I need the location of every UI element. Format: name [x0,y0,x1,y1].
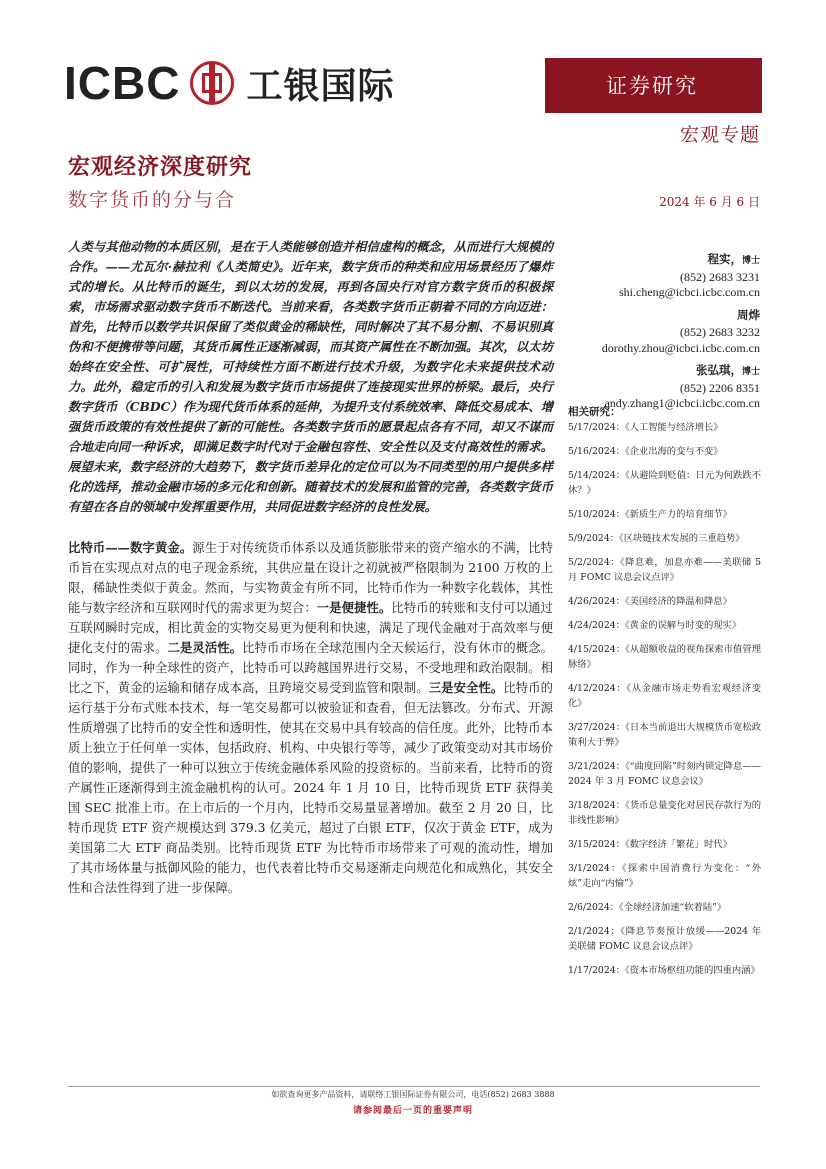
category-label: 证券研究 [606,74,698,98]
related-item[interactable]: 5/14/2024：《从避险到贬值：日元为何跌跌不休？》 [568,470,761,496]
related-item[interactable]: 5/16/2024：《企业出海的变与不变》 [568,446,723,457]
report-subtitle: 数字货币的分与合 [68,189,237,211]
section-heading: 比特币——数字黄金。 [68,540,193,555]
subcategory-label: 宏观专题 [679,124,760,146]
band-divider [545,112,762,113]
analyst-degree: 博士 [741,256,760,266]
analyst-card [560,252,760,301]
analyst-phone: (852) 2683 3232 [680,325,760,339]
related-item[interactable]: 3/27/2024：《日本当前退出大规模货币宽松政策利大于弊》 [568,722,761,748]
analyst-phone: (852) 2206 8351 [680,380,760,395]
analyst-phone: (852) 2683 3231 [680,269,760,284]
analyst-list [560,252,760,419]
related-item[interactable]: 5/17/2024：《人工智能与经济增长》 [568,422,723,433]
analyst-card [560,308,760,357]
section-text: 比特币的运行基于分布式账本技术，每一笔交易都可以被验证和查看，但无法篡改。分布式、开源性质增强了比特币的安全性和透明性，使其在交易中具有较高的信任度。此外，比特币本质上独立于任何单一实体，包括政府、机构、中央银行等等，减少了政策变动对其市场价值的影响，提供了一种可以独立于传统金融体系风险的投资标的。当前来看，比特币的资产属性正逐渐得到主流金融机构的认可。2024 年 1 月 10 日，比特币现货 ETF 获得美国 SEC 批准上市。在上市后的一个月内，比特币交易量显著增加。截至 2 月 20 日，比特币现货 ETF 资产规模达到 379.3 亿美元，超过了白银 ETF，仅次于黄金 ETF，成为美国第二大 ETF 商品类别。比特币现货 ETF 为比特币市场带来了可观的流动性，增加了其市场体量与抵御风险的能力，也代表着比特币交易逐渐走向规范化和成熟化，其安全性和合法性得到了进一步保障。 [68,681,553,895]
analyst-degree: 博士 [741,367,760,377]
related-item[interactable]: 3/18/2024：《货币总量变化对居民存款行为的非线性影响》 [568,800,761,826]
section-heading: 一是便捷性。 [316,600,392,615]
section-heading: 二是灵活性。 [167,640,243,655]
related-item[interactable]: 2/1/2024：《降息节奏预计放缓——2024 年美联储 FOMC 议息会议点评》 [568,926,761,952]
section-text: 源生于对传统货币体系以及通货膨胀带来的资产缩水的不满，比特币旨在实现点对点的电子现金系统，其供应量在设计之初就被严格限制为 2100 万枚的上限，稀缺性类似于黄金。然而，与实物黄金有所不同，比特币作为一种数字化载体，其性能与数字经济和互联网时代的需求更为契合： [68,541,553,615]
footer-divider [68,1086,760,1087]
related-item[interactable]: 4/15/2024：《从超额收益的视角探索市值管理脉络》 [568,644,761,670]
analyst-name: 张弘琪， [695,363,742,377]
related-item[interactable]: 1/17/2024：《资本市场枢纽功能的四重内涵》 [568,965,760,976]
analyst-email[interactable]: dorothy.zhou@icbci.icbc.com.cn [601,340,760,355]
footer-disclaimer: 请参阅最后一页的重要声明 [352,1106,473,1116]
analyst-name: 程实， [707,252,742,266]
logo-icbc-text: ICBC [64,57,181,109]
company-logo [64,58,394,108]
section-text: 比特币的转账和支付可以通过互联网瞬时完成，相比黄金的实物交易更为便利和快速，满足了现代金融对于高效率与便捷化支付的需求。 [68,601,553,655]
related-item[interactable]: 3/1/2024：《探索中国消费行为变化：“外炫”走向“内愉”》 [568,863,761,889]
related-item[interactable]: 4/24/2024：《黄金的误解与时变的现实》 [568,620,742,631]
related-item[interactable]: 5/10/2024：《新质生产力的培育细节》 [568,509,732,520]
abstract: 人类与其他动物的本质区别，是在于人类能够创造并相信虚构的概念，从而进行大规模的合作。——尤瓦尔·赫拉利《人类简史》。近年来，数字货币的种类和应用场景经历了爆炸式的增长。从比特币的诞生，到以太坊的发展，再到各国央行对官方数字货币的积极探索，市场需求驱动数字货币不断迭代。当前来看，各类数字货币正朝着不同的方向迈进：首先，比特币以数学共识保留了类似黄金的稀缺性，同时解决了其不易分割、不易识别真伪和不便携带等问题，其货币属性正逐渐减弱，而其资产属性在不断加强。其次，以太坊始终在安全性、可扩展性，可持续性方面不断进行技术升级，为数字化未来提供技术动力。此外，稳定币的引入和发展为数字货币市场提供了连接现实世界的桥梁。最后，央行数字货币（CBDC）作为现代货币体系的延伸，为提升支付系统效率、降低交易成本、增强货币政策的有效性提供了新的可能性。各类数字货币的愿景起点各有不同，却又不谋而合地走向同一种诉求，即满足数字时代对于金融包容性、安全性以及支付高效性的需求。展望未来，数字经济的大趋势下，数字货币差异化的定位可以为不同类型的用户提供多样化的选择，推动金融市场的多元化和创新。随着技术的发展和监管的完善，各类数字货币有望在各自的领域中发挥重要作用，共同促进数字经济的良性发展。 [68,239,553,514]
analyst-name: 周烨 [737,307,760,322]
report-title: 宏观经济深度研究 [68,154,253,180]
logo-cn-text: 工银国际 [246,65,395,107]
analyst-email[interactable]: andy.zhang1@icbci.icbc.com.cn [604,396,760,410]
related-item[interactable]: 3/21/2024：《“曲度回陷”时刻内锁定降息——2024 年 3 月 FOMC 议息会议》 [568,761,761,787]
body-paragraph [68,538,553,898]
related-research-list [568,420,761,987]
report-date: 2024 年 6 月 6 日 [659,195,760,209]
footer-contact: 如欲查询更多产品资料，请联络工银国际证券有限公司，电话(852) 2683 3888 [271,1090,555,1099]
related-item[interactable]: 5/2/2024：《降息难，加息亦难——美联储 5 月 FOMC 议息会议点评》 [568,557,761,583]
related-item[interactable]: 4/26/2024：《美国经济的降温和降息》 [568,596,732,607]
section-text: 比特币市场在全球范围内全天候运行，没有休市的概念。同时，作为一种全球性的资产，比特币可以跨越国界进行交易，不受地理和政治限制。相比之下，黄金的运输和储存成本高，且跨境交易受到监管和限制。 [68,641,553,695]
category-band [545,58,762,112]
related-item[interactable]: 2/6/2024：《全球经济加速“软着陆”》 [568,902,727,913]
related-item[interactable]: 4/12/2024：《从金融市场走势看宏观经济变化》 [568,683,761,709]
section-heading: 三是安全性。 [428,680,504,695]
related-item[interactable]: 5/9/2024：《区块链技术发展的三重趋势》 [568,533,745,544]
analyst-email[interactable]: shi.cheng@icbci.icbc.com.cn [619,285,760,299]
icbc-emblem-icon [190,61,234,105]
related-research-title: 相关研究： [568,406,621,418]
related-item[interactable]: 3/15/2024：《数字经济「繁花」时代》 [568,839,732,850]
